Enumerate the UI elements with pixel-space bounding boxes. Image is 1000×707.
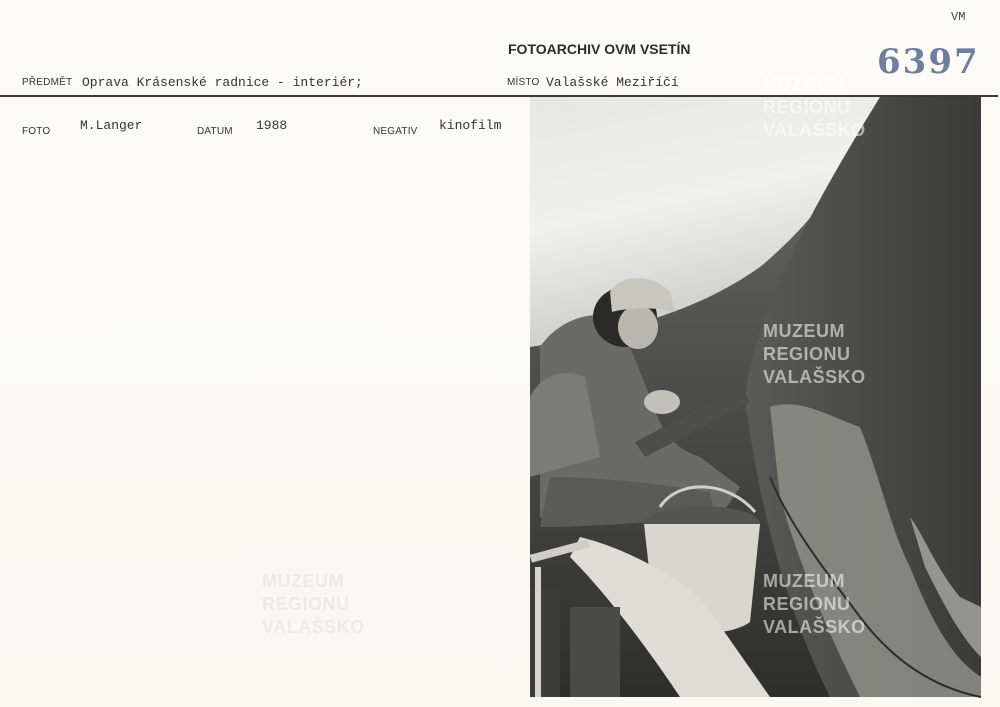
misto-label: MÍSTO	[507, 77, 540, 88]
watermark-bottom: MUZEUM REGIONU VALAŠSKO	[763, 571, 866, 637]
predmet-value: Oprava Krásenské radnice - interiér;	[82, 75, 363, 90]
foto-label: FOTO	[22, 126, 51, 137]
vm-mark: VM	[951, 10, 966, 24]
watermark-middle: MUZEUM REGIONU VALAŠSKO	[763, 321, 866, 387]
inventory-number: 6397	[877, 42, 980, 82]
foto-value: M.Langer	[80, 118, 143, 133]
negativ-value: kinofilm	[439, 118, 502, 133]
archive-title: FOTOARCHIV OVM VSETÍN	[508, 41, 691, 57]
photo-scene	[530, 97, 981, 697]
negativ-label: NEGATIV	[373, 126, 418, 137]
watermark-faint-bottom: MUZEUM REGIONU VALAŠSKO	[262, 571, 365, 637]
watermark-top: MUZEUM REGIONU VALAŠSKO	[763, 74, 866, 140]
datum-label: DATUM	[197, 126, 233, 137]
predmet-label: PŘEDMĚT	[22, 77, 73, 88]
datum-value: 1988	[256, 118, 288, 133]
misto-value: Valašské Meziříčí	[546, 75, 679, 90]
